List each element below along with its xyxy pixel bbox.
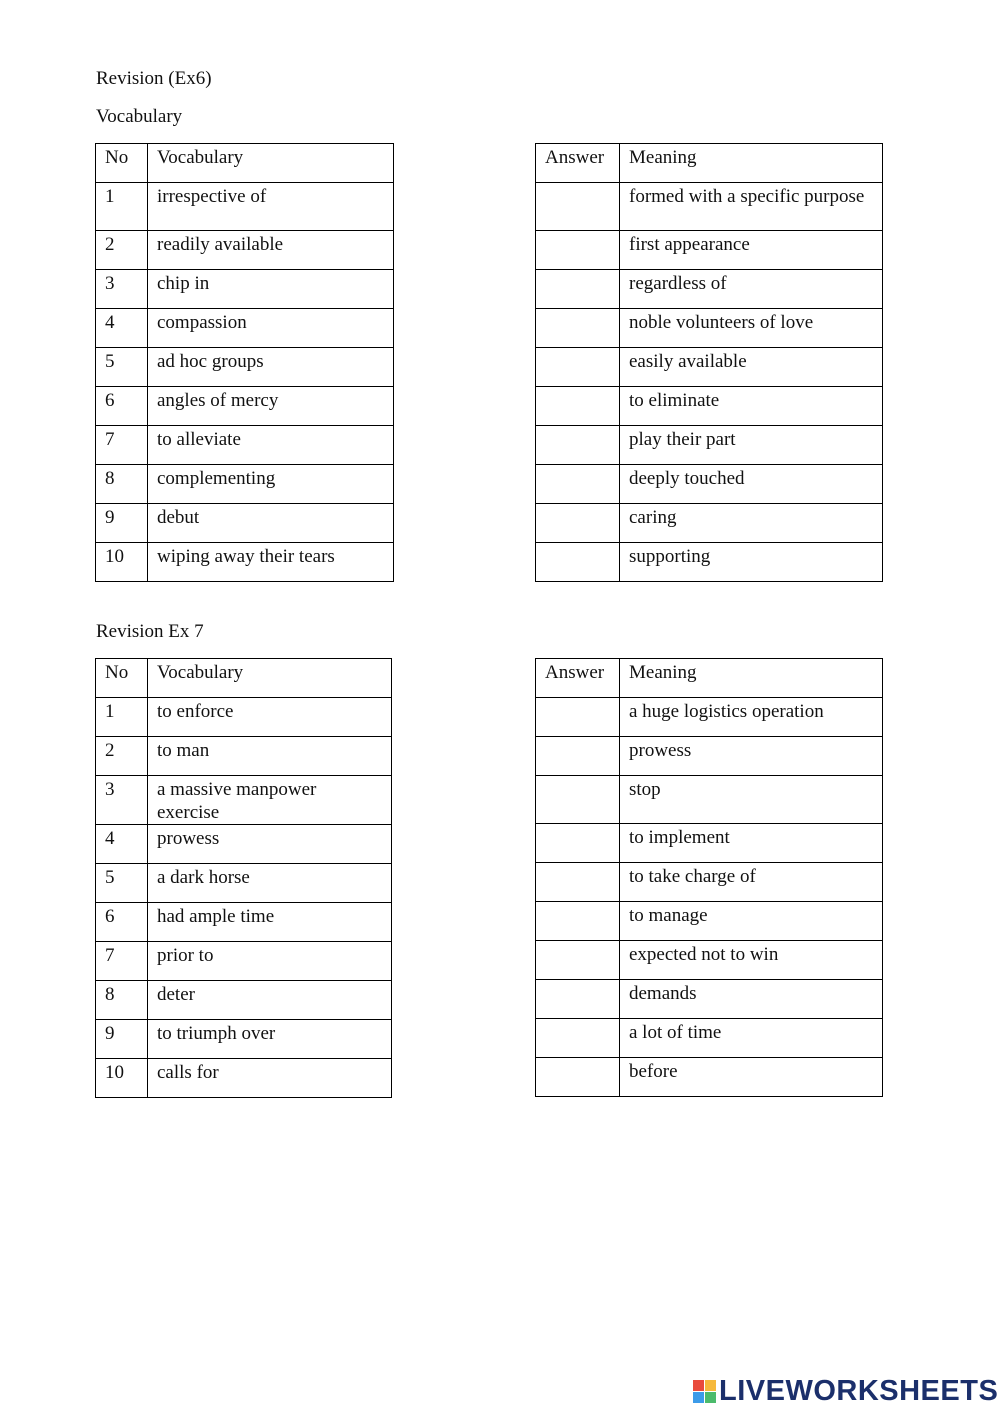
table-row [536, 776, 883, 824]
header-meaning: Meaning [620, 659, 883, 698]
table-row [536, 1058, 883, 1097]
table-row [96, 864, 392, 903]
row-number: 8 [96, 465, 148, 504]
meaning-text: noble volunteers of love [620, 309, 883, 348]
answer-cell[interactable] [536, 270, 620, 309]
meaning-text: caring [620, 504, 883, 543]
row-number: 8 [96, 981, 148, 1020]
vocabulary-term: to alleviate [148, 426, 394, 465]
answer-input[interactable] [545, 389, 611, 419]
header-no: No [96, 659, 148, 698]
vocabulary-term: irrespective of [148, 183, 394, 231]
vocabulary-term: readily available [148, 231, 394, 270]
vocabulary-term: a massive manpower exercise [148, 776, 392, 825]
answer-input[interactable] [545, 428, 611, 458]
meaning-text: before [620, 1058, 883, 1097]
answer-cell[interactable] [536, 941, 620, 980]
answer-cell[interactable] [536, 776, 620, 824]
meaning-text: prowess [620, 737, 883, 776]
row-number: 6 [96, 903, 148, 942]
row-number: 1 [96, 698, 148, 737]
answer-input[interactable] [545, 350, 611, 380]
table-row [96, 903, 392, 942]
meaning-text: a huge logistics operation [620, 698, 883, 737]
answer-input[interactable] [545, 1060, 611, 1090]
table-row [536, 941, 883, 980]
answer-input[interactable] [545, 778, 611, 808]
meaning-text: supporting [620, 543, 883, 582]
section1-title: Revision (Ex6) [96, 68, 212, 89]
row-number: 3 [96, 270, 148, 309]
vocabulary-term: angles of mercy [148, 387, 394, 426]
table-row [96, 465, 394, 504]
table-header-row [96, 659, 392, 698]
row-number: 7 [96, 942, 148, 981]
meaning-text: expected not to win [620, 941, 883, 980]
table-row [536, 504, 883, 543]
header-vocabulary: Vocabulary [148, 659, 392, 698]
answer-cell[interactable] [536, 863, 620, 902]
table-row [536, 1019, 883, 1058]
meaning-text: to eliminate [620, 387, 883, 426]
table-row [536, 309, 883, 348]
table-row [536, 387, 883, 426]
answer-cell[interactable] [536, 1019, 620, 1058]
answer-input[interactable] [545, 700, 611, 730]
vocabulary-term: calls for [148, 1059, 392, 1098]
vocabulary-term: a dark horse [148, 864, 392, 903]
answer-cell[interactable] [536, 824, 620, 863]
header-no: No [96, 144, 148, 183]
answer-input[interactable] [545, 545, 611, 575]
table-header-row [536, 144, 883, 183]
meaning-text: stop [620, 776, 883, 824]
meaning-table-ex7 [535, 658, 883, 1097]
row-number: 5 [96, 864, 148, 903]
answer-cell[interactable] [536, 183, 620, 231]
answer-cell[interactable] [536, 231, 620, 270]
answer-input[interactable] [545, 233, 611, 263]
vocabulary-term: compassion [148, 309, 394, 348]
table-row [536, 465, 883, 504]
answer-input[interactable] [545, 185, 611, 215]
table-row [536, 863, 883, 902]
answer-cell[interactable] [536, 980, 620, 1019]
table-row [536, 270, 883, 309]
row-number: 4 [96, 825, 148, 864]
meaning-text: demands [620, 980, 883, 1019]
table-row [96, 348, 394, 387]
answer-input[interactable] [545, 272, 611, 302]
row-number: 6 [96, 387, 148, 426]
table-row [536, 698, 883, 737]
table-row [536, 824, 883, 863]
vocabulary-term: complementing [148, 465, 394, 504]
meaning-text: easily available [620, 348, 883, 387]
vocabulary-term: chip in [148, 270, 394, 309]
row-number: 10 [96, 1059, 148, 1098]
row-number: 2 [96, 231, 148, 270]
table-row [96, 942, 392, 981]
meaning-text: play their part [620, 426, 883, 465]
brand-name: LIVEWORKSHEETS [719, 1374, 999, 1407]
table-row [96, 231, 394, 270]
vocabulary-term: to man [148, 737, 392, 776]
vocabulary-term: had ample time [148, 903, 392, 942]
meaning-text: to take charge of [620, 863, 883, 902]
row-number: 5 [96, 348, 148, 387]
answer-input[interactable] [545, 739, 611, 769]
row-number: 3 [96, 776, 148, 825]
vocabulary-term: to enforce [148, 698, 392, 737]
answer-cell[interactable] [536, 465, 620, 504]
header-answer: Answer [536, 144, 620, 183]
answer-input[interactable] [545, 943, 611, 973]
meaning-table-ex6 [535, 143, 883, 582]
table-row [536, 902, 883, 941]
answer-cell[interactable] [536, 543, 620, 582]
answer-cell[interactable] [536, 737, 620, 776]
table-row [96, 387, 394, 426]
meaning-text: to implement [620, 824, 883, 863]
section2-title: Revision Ex 7 [96, 621, 204, 642]
table-row [536, 737, 883, 776]
answer-input[interactable] [545, 311, 611, 341]
row-number: 4 [96, 309, 148, 348]
answer-cell[interactable] [536, 1058, 620, 1097]
answer-input[interactable] [545, 826, 611, 856]
table-row [96, 504, 394, 543]
meaning-text: deeply touched [620, 465, 883, 504]
row-number: 9 [96, 1020, 148, 1059]
vocabulary-term: to triumph over [148, 1020, 392, 1059]
meaning-text: first appearance [620, 231, 883, 270]
header-meaning: Meaning [620, 144, 883, 183]
vocab-table-ex6 [95, 143, 394, 582]
row-number: 2 [96, 737, 148, 776]
header-vocabulary: Vocabulary [148, 144, 394, 183]
liveworksheets-logo-icon [693, 1380, 716, 1403]
table-row [536, 183, 883, 231]
section1-subtitle: Vocabulary [96, 106, 183, 127]
table-row [96, 776, 392, 825]
answer-cell[interactable] [536, 698, 620, 737]
table-row [536, 426, 883, 465]
meaning-text: a lot of time [620, 1019, 883, 1058]
table-header-row [96, 144, 394, 183]
vocabulary-term: wiping away their tears [148, 543, 394, 582]
table-header-row [536, 659, 883, 698]
answer-input[interactable] [545, 1021, 611, 1051]
vocab-table-ex7 [95, 658, 392, 1098]
answer-cell[interactable] [536, 387, 620, 426]
vocabulary-term: prowess [148, 825, 392, 864]
answer-cell[interactable] [536, 504, 620, 543]
answer-input[interactable] [545, 865, 611, 895]
table-row [96, 309, 394, 348]
table-row [96, 737, 392, 776]
table-row [96, 426, 394, 465]
table-row [96, 1059, 392, 1098]
meaning-text: formed with a specific purpose [620, 183, 883, 231]
table-row [536, 543, 883, 582]
table-row [96, 981, 392, 1020]
answer-input[interactable] [545, 982, 611, 1012]
header-answer: Answer [536, 659, 620, 698]
table-row [96, 183, 394, 231]
vocabulary-term: deter [148, 981, 392, 1020]
meaning-text: regardless of [620, 270, 883, 309]
answer-cell[interactable] [536, 309, 620, 348]
row-number: 10 [96, 543, 148, 582]
table-row [536, 980, 883, 1019]
answer-input[interactable] [545, 904, 611, 934]
answer-cell[interactable] [536, 426, 620, 465]
answer-input[interactable] [545, 467, 611, 497]
row-number: 7 [96, 426, 148, 465]
table-row [536, 348, 883, 387]
meaning-text: to manage [620, 902, 883, 941]
table-row [96, 698, 392, 737]
table-row [96, 825, 392, 864]
row-number: 1 [96, 183, 148, 231]
answer-cell[interactable] [536, 902, 620, 941]
row-number: 9 [96, 504, 148, 543]
vocabulary-term: ad hoc groups [148, 348, 394, 387]
answer-cell[interactable] [536, 348, 620, 387]
table-row [96, 543, 394, 582]
vocabulary-term: prior to [148, 942, 392, 981]
vocabulary-term: debut [148, 504, 394, 543]
liveworksheets-logo [693, 1376, 998, 1406]
table-row [96, 270, 394, 309]
table-row [536, 231, 883, 270]
answer-input[interactable] [545, 506, 611, 536]
table-row [96, 1020, 392, 1059]
